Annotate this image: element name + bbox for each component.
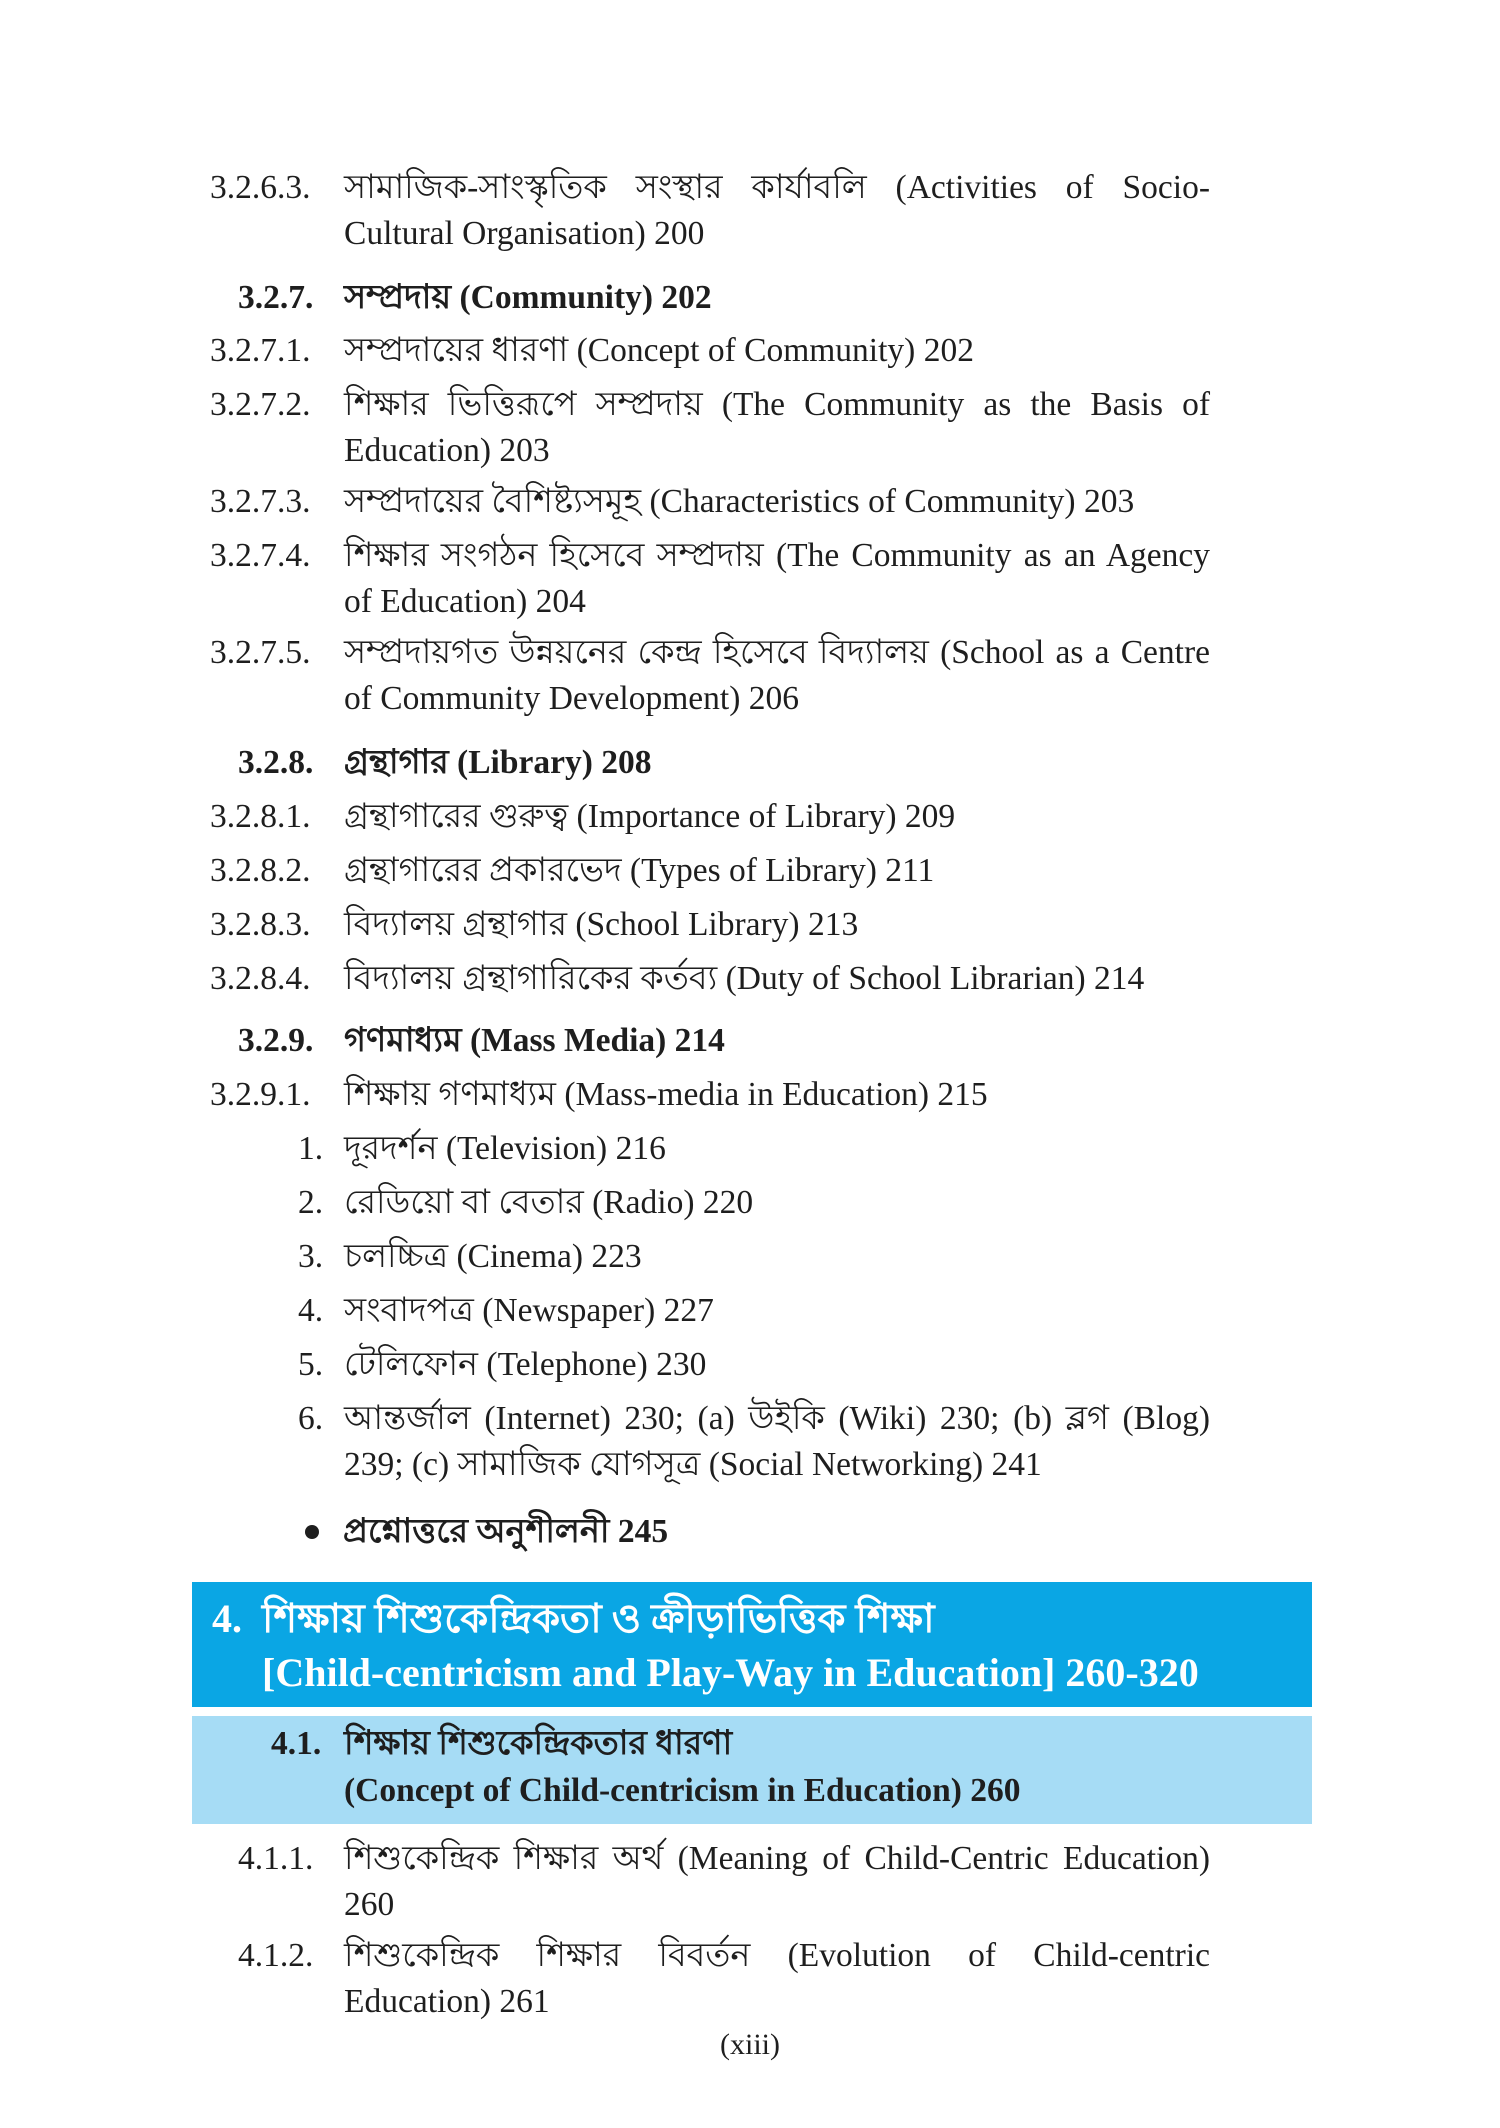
section-heading-band <box>192 1716 1312 1824</box>
item-number: 5. <box>298 1346 324 1383</box>
toc-list-item <box>210 1396 1210 1488</box>
toc-subsection <box>210 740 1210 786</box>
toc-list-item <box>210 1180 1210 1226</box>
entry-number: 3.2.7.5. <box>210 634 311 671</box>
toc-list-item <box>210 1126 1210 1172</box>
item-text: দূরদর্শন (Television) 216 <box>344 1130 666 1167</box>
entry-number: 4.1.1. <box>238 1840 314 1877</box>
toc-entry <box>210 479 1210 525</box>
entry-text: সম্প্রদায়গত উন্নয়নের কেন্দ্র হিসেবে বিদ্যালয় (School as a Centre of Community Development) 206 <box>344 634 1210 717</box>
entry-text: সম্প্রদায়ের বৈশিষ্ট্যসমূহ (Characteristics of Community) 203 <box>344 483 1135 520</box>
entry-number: 3.2.8.2. <box>210 852 311 889</box>
entry-text: শিক্ষায় গণমাধ্যম (Mass-media in Education) 215 <box>344 1076 988 1113</box>
toc-list-item <box>210 1234 1210 1280</box>
item-text: রেডিয়ো বা বেতার (Radio) 220 <box>344 1184 754 1221</box>
subsection-title: সম্প্রদায় (Community) 202 <box>344 279 712 316</box>
chapter-title-english: [Child-centricism and Play-Way in Education] 260-320 <box>262 1650 1199 1695</box>
chapter-heading-band <box>192 1582 1312 1707</box>
item-number: 6. <box>298 1400 324 1437</box>
subsection-number: 3.2.9. <box>238 1022 314 1059</box>
toc-entry <box>210 848 1210 894</box>
entry-text: বিদ্যালয় গ্রন্থাগারিকের কর্তব্য (Duty of School Librarian) 214 <box>344 960 1145 997</box>
toc-entry <box>210 165 1210 257</box>
entry-text: গ্রন্থাগারের প্রকারভেদ (Types of Library) 211 <box>344 852 935 889</box>
entry-text: শিশুকেন্দ্রিক শিক্ষার বিবর্তন (Evolution of Child-centric Education) 261 <box>344 1937 1210 2020</box>
item-number: 3. <box>298 1238 324 1275</box>
entry-text: শিশুকেন্দ্রিক শিক্ষার অর্থ (Meaning of Child-Centric Education) 260 <box>344 1840 1210 1923</box>
chapter-title-bengali: শিক্ষায় শিশুকেন্দ্রিকতা ও ক্রীড়াভিত্তিক শিক্ষা <box>262 1596 935 1641</box>
exercise-bullet <box>305 1509 668 1555</box>
section-title-english: (Concept of Child-centricism in Education) 260 <box>344 1772 1021 1809</box>
entry-text: শিক্ষার সংগঠন হিসেবে সম্প্রদায় (The Community as an Agency of Education) 204 <box>344 537 1210 620</box>
item-number: 2. <box>298 1184 324 1221</box>
entry-text: গ্রন্থাগারের গুরুত্ব (Importance of Library) 209 <box>344 798 956 835</box>
subsection-number: 3.2.8. <box>238 744 314 781</box>
entry-number: 4.1.2. <box>238 1937 314 1974</box>
bullet-icon <box>305 1525 319 1539</box>
section-number: 4.1. <box>271 1725 322 1762</box>
toc-entry <box>210 630 1210 722</box>
toc-list-item <box>210 1288 1210 1334</box>
toc-list-item <box>210 1342 1210 1388</box>
item-text: সংবাদপত্র (Newspaper) 227 <box>344 1292 714 1329</box>
toc-entry <box>210 1836 1210 1928</box>
entry-number: 3.2.8.4. <box>210 960 311 997</box>
toc-entry <box>210 533 1210 625</box>
subsection-title: গ্রন্থাগার (Library) 208 <box>344 744 652 781</box>
entry-number: 3.2.7.4. <box>210 537 311 574</box>
toc-entry <box>210 382 1210 474</box>
page-number: (xiii) <box>720 2028 780 2061</box>
toc-subsection <box>210 275 1210 321</box>
entry-number: 3.2.9.1. <box>210 1076 311 1113</box>
entry-text: বিদ্যালয় গ্রন্থাগার (School Library) 213 <box>344 906 859 943</box>
entry-number: 3.2.8.1. <box>210 798 311 835</box>
toc-entry <box>210 328 1210 374</box>
entry-number: 3.2.7.3. <box>210 483 311 520</box>
toc-entry <box>210 956 1210 1002</box>
item-number: 1. <box>298 1130 324 1167</box>
item-text: চলচ্চিত্র (Cinema) 223 <box>344 1238 642 1275</box>
exercise-text: প্রশ্নোত্তরে অনুশীলনী 245 <box>343 1513 669 1550</box>
toc-entry <box>210 902 1210 948</box>
section-title-bengali: শিক্ষায় শিশুকেন্দ্রিকতার ধারণা <box>344 1725 733 1762</box>
entry-text: সম্প্রদায়ের ধারণা (Concept of Community) 202 <box>344 332 974 369</box>
entry-number: 3.2.7.2. <box>210 386 311 423</box>
item-text: টেলিফোন (Telephone) 230 <box>344 1346 707 1383</box>
toc-entry <box>210 1072 1210 1118</box>
entry-text: শিক্ষার ভিত্তিরূপে সম্প্রদায় (The Community as the Basis of Education) 203 <box>344 386 1210 469</box>
item-number: 4. <box>298 1292 324 1329</box>
toc-entry <box>210 794 1210 840</box>
entry-number: 3.2.7.1. <box>210 332 311 369</box>
item-text: আন্তর্জাল (Internet) 230; (a) উইকি (Wiki) 230; (b) ব্লগ (Blog) 239; (c) সামাজিক যোগসূত্র (Social Networking) 241 <box>344 1400 1210 1483</box>
entry-number: 3.2.6.3. <box>210 169 311 206</box>
entry-number: 3.2.8.3. <box>210 906 311 943</box>
chapter-number: 4. <box>212 1596 242 1641</box>
subsection-number: 3.2.7. <box>238 279 314 316</box>
toc-subsection <box>210 1018 1210 1064</box>
entry-text: সামাজিক-সাংস্কৃতিক সংস্থার কার্যাবলি (Activities of Socio-Cultural Organisation) 200 <box>344 169 1210 252</box>
subsection-title: গণমাধ্যম (Mass Media) 214 <box>344 1022 725 1059</box>
toc-entry <box>210 1933 1210 2025</box>
